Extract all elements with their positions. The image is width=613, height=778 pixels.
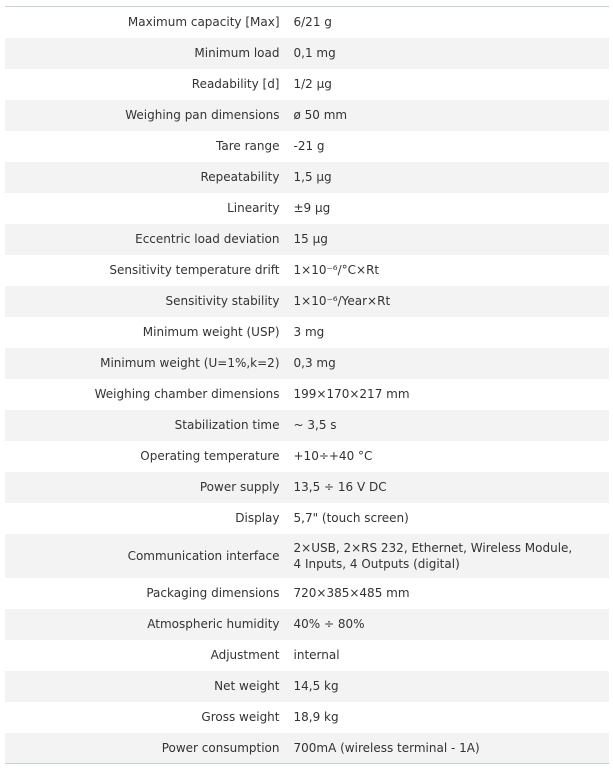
spec-label: Minimum weight (U=1%,k=2) bbox=[100, 356, 280, 370]
spec-value: ~ 3,5 s bbox=[293, 418, 337, 432]
spec-label: Readability [d] bbox=[191, 77, 280, 91]
spec-row bbox=[5, 100, 609, 131]
spec-value: 2×USB, 2×RS 232, Ethernet, Wireless Module, 4 Inputs, 4 Outputs (digital) bbox=[293, 540, 573, 571]
spec-value: 40% ÷ 80% bbox=[293, 617, 365, 631]
spec-row bbox=[5, 733, 609, 764]
spec-value: 14,5 kg bbox=[293, 679, 339, 693]
spec-row bbox=[5, 348, 609, 379]
spec-value: 5,7" (touch screen) bbox=[293, 511, 409, 525]
spec-row bbox=[5, 578, 609, 609]
spec-label: Eccentric load deviation bbox=[135, 232, 280, 246]
spec-row bbox=[5, 379, 609, 410]
spec-label: Stabilization time bbox=[174, 418, 280, 432]
spec-label: Gross weight bbox=[201, 710, 280, 724]
spec-label: Power consumption bbox=[161, 740, 280, 755]
spec-row bbox=[5, 671, 609, 702]
specifications-table bbox=[5, 6, 609, 764]
spec-value: +10÷+40 °C bbox=[293, 449, 373, 463]
spec-row bbox=[5, 640, 609, 671]
spec-value: 15 μg bbox=[293, 232, 328, 246]
spec-value: 13,5 ÷ 16 V DC bbox=[293, 480, 387, 494]
spec-label: Sensitivity temperature drift bbox=[109, 263, 280, 277]
spec-value: 700mA (wireless terminal - 1A) bbox=[293, 740, 480, 755]
spec-value: 6/21 g bbox=[293, 15, 332, 30]
spec-row bbox=[5, 38, 609, 69]
spec-label: Sensitivity stability bbox=[165, 294, 280, 308]
spec-value: 1,5 μg bbox=[293, 170, 332, 184]
spec-label: Weighing chamber dimensions bbox=[94, 387, 280, 401]
spec-row bbox=[5, 255, 609, 286]
spec-row bbox=[5, 131, 609, 162]
spec-label: Repeatability bbox=[200, 170, 280, 184]
spec-value: internal bbox=[293, 648, 340, 662]
spec-row bbox=[5, 7, 609, 38]
spec-row bbox=[5, 702, 609, 733]
spec-value: ø 50 mm bbox=[293, 108, 348, 122]
spec-label: Display bbox=[235, 511, 280, 525]
spec-label: Power supply bbox=[199, 480, 280, 494]
spec-row bbox=[5, 162, 609, 193]
spec-label: Atmospheric humidity bbox=[147, 617, 280, 631]
spec-value: 199×170×217 mm bbox=[293, 387, 410, 401]
spec-label: Packaging dimensions bbox=[146, 586, 280, 600]
spec-label: Minimum weight (USP) bbox=[142, 325, 280, 339]
spec-row bbox=[5, 472, 609, 503]
spec-value: ±9 μg bbox=[293, 201, 331, 215]
spec-row bbox=[5, 69, 609, 100]
spec-row bbox=[5, 441, 609, 472]
spec-value: 1/2 μg bbox=[293, 77, 332, 91]
spec-label: Communication interface bbox=[127, 548, 280, 563]
spec-label: Adjustment bbox=[210, 648, 280, 662]
spec-label: Maximum capacity [Max] bbox=[127, 15, 280, 30]
spec-label: Minimum load bbox=[194, 46, 280, 60]
spec-row bbox=[5, 503, 609, 534]
spec-label: Tare range bbox=[216, 139, 280, 153]
spec-value: 1×10⁻⁶/Year×Rt bbox=[293, 294, 391, 308]
spec-row bbox=[5, 609, 609, 640]
spec-label: Net weight bbox=[214, 679, 280, 693]
spec-value: -21 g bbox=[293, 139, 325, 153]
spec-value: 1×10⁻⁶/°C×Rt bbox=[293, 263, 380, 277]
spec-row bbox=[5, 534, 609, 578]
spec-row bbox=[5, 193, 609, 224]
spec-row bbox=[5, 286, 609, 317]
spec-label: Linearity bbox=[227, 201, 280, 215]
spec-value: 0,1 mg bbox=[293, 46, 336, 60]
spec-row bbox=[5, 317, 609, 348]
spec-row bbox=[5, 410, 609, 441]
spec-value: 0,3 mg bbox=[293, 356, 336, 370]
spec-value: 3 mg bbox=[293, 325, 325, 339]
spec-label: Weighing pan dimensions bbox=[125, 108, 280, 122]
spec-value: 720×385×485 mm bbox=[293, 586, 410, 600]
spec-label: Operating temperature bbox=[140, 449, 280, 463]
spec-row bbox=[5, 224, 609, 255]
spec-value: 18,9 kg bbox=[293, 710, 339, 724]
